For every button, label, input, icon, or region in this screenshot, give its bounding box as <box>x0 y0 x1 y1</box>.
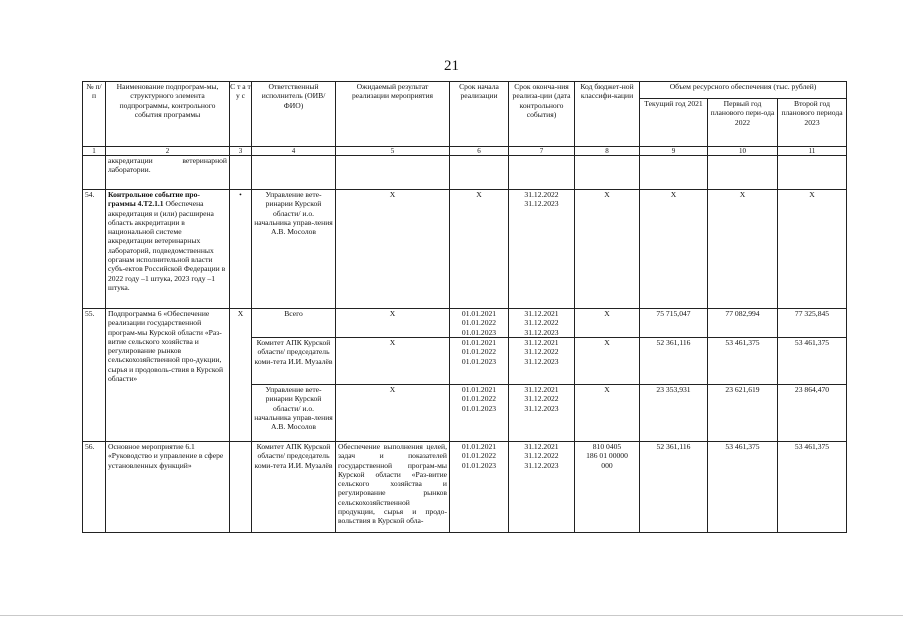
row-responsible: Комитет АПК Курской области/ председатель коми-тета И.И. Музалёв <box>252 338 336 385</box>
start-date: 01.01.2021 <box>461 442 497 451</box>
start-date: 01.01.2021 <box>461 338 497 347</box>
header-year-2022: Первый год планового пери-ода 2022 <box>708 99 778 147</box>
start-date: 01.01.2023 <box>461 356 497 366</box>
end-date: 31.12.2021 <box>524 309 559 318</box>
row-2021: 23 353,931 <box>640 385 708 442</box>
row-budget: Х <box>575 309 640 338</box>
row-start: Х <box>450 190 509 309</box>
end-date: 31.12.2021 <box>524 385 559 394</box>
col-number: 9 <box>640 147 708 156</box>
start-date: 01.01.2021 <box>461 309 497 318</box>
header-end: Срок оконча-ния реализа-ции (дата контрольного события) <box>509 82 575 147</box>
row-result: Х <box>336 385 450 442</box>
program-table <box>82 81 847 533</box>
end-date: 31.12.2023 <box>524 199 559 209</box>
header-responsible: Ответственный исполнитель (ОИВ/ФИО) <box>252 82 336 147</box>
row-end <box>509 442 575 533</box>
row-2022: 53 461,375 <box>708 338 778 385</box>
end-date: 31.12.2022 <box>524 394 559 404</box>
col-number: 6 <box>450 147 509 156</box>
start-date: 01.01.2023 <box>461 327 497 337</box>
table-row-54 <box>83 190 847 309</box>
end-date: 31.12.2022 <box>524 190 559 199</box>
row-start <box>450 442 509 533</box>
row-status: • <box>230 190 252 309</box>
row-2022: 53 461,375 <box>708 442 778 533</box>
row-responsible: Комитет АПК Курской области/ председатель коми-тета И.И. Музалёв <box>252 442 336 533</box>
end-date: 31.12.2022 <box>524 347 559 357</box>
table-row-continuation <box>83 156 847 190</box>
row-budget <box>575 442 640 533</box>
header-year-2021: Текущий год 2021 <box>640 99 708 147</box>
row-result: Х <box>336 309 450 338</box>
header-result: Ожидаемый результат реализации мероприятия <box>336 82 450 147</box>
end-date: 31.12.2023 <box>524 327 559 337</box>
row-start <box>450 385 509 442</box>
end-date: 31.12.2022 <box>524 318 559 328</box>
row-end <box>509 338 575 385</box>
row-result: Х <box>336 190 450 309</box>
column-number-row <box>83 147 847 156</box>
header-status: С т а т у с <box>230 82 252 147</box>
row-number: 56. <box>83 442 106 533</box>
row-budget: Х <box>575 190 640 309</box>
row-result: Х <box>336 338 450 385</box>
header-budget: Код бюджет-ной классифи-кации <box>575 82 640 147</box>
start-date: 01.01.2023 <box>461 403 497 413</box>
row-2021: 75 715,047 <box>640 309 708 338</box>
row-result: Обеспечение выполнения целей, задач и показателей государственной програм-мы Курской области «Раз-витие сельского хозяйства и регулирование рынков сельскохозяйственной продукции, сырья и продо-вольствия в Курской обла- <box>336 442 450 533</box>
row-name <box>106 190 230 309</box>
start-date: 01.01.2021 <box>461 385 497 394</box>
budget-code: 000 <box>601 460 613 470</box>
row-2022: 77 082,994 <box>708 309 778 338</box>
header-volume: Объем ресурсного обеспечения (тыс. рублей) <box>640 82 847 99</box>
budget-code: 810 0405 <box>592 442 622 451</box>
row-2022: Х <box>708 190 778 309</box>
end-date: 31.12.2023 <box>524 460 559 470</box>
page-number: 21 <box>444 58 459 74</box>
header-num: № п/п <box>83 82 106 147</box>
end-date: 31.12.2021 <box>524 338 559 347</box>
row-name: Основное мероприятие 6.1 «Руководство и управление в сфере установленных функций» <box>106 442 230 533</box>
col-number: 8 <box>575 147 640 156</box>
table-row-55 <box>83 309 847 338</box>
row-end <box>509 190 575 309</box>
row-responsible: Управление вете-ринарии Курской области/ и.о. начальника управ-ления А.В. Мосолов <box>252 385 336 442</box>
row-2023: 23 864,470 <box>778 385 847 442</box>
row-status <box>230 442 252 533</box>
end-date: 31.12.2021 <box>524 442 559 451</box>
row-status: Х <box>230 309 252 442</box>
table-row-56 <box>83 442 847 533</box>
col-number: 2 <box>106 147 230 156</box>
header-name: Наименование подпрограм-мы, структурного элемента подпрограммы, контрольного события программы <box>106 82 230 147</box>
start-date: 01.01.2022 <box>461 347 497 357</box>
row-number: 54. <box>83 190 106 309</box>
col-number: 11 <box>778 147 847 156</box>
row-2021: 52 361,116 <box>640 338 708 385</box>
budget-code: 186 01 00000 <box>586 451 628 461</box>
row-number: 55. <box>83 309 106 442</box>
row-2022: 23 621,619 <box>708 385 778 442</box>
row-2021: 52 361,116 <box>640 442 708 533</box>
row-end <box>509 309 575 338</box>
scan-edge-line <box>0 615 903 616</box>
start-date: 01.01.2023 <box>461 460 497 470</box>
end-date: 31.12.2022 <box>524 451 559 461</box>
row-start <box>450 338 509 385</box>
row-responsible: Управление вете-ринарии Курской области/ и.о. начальника управ-ления А.В. Мосолов <box>252 190 336 309</box>
event-title: Контрольное событие про-граммы 4.Т2.1.1 <box>108 190 200 209</box>
col-number: 1 <box>83 147 106 156</box>
row-name: Подпрограмма 6 «Обеспечение реализации государственной програм-мы Курской области «Раз-витие сельского хозяйства и регулирование рынков сельскохозяйственной про-дукции, сырья и продоволь-ствия в Курской области» <box>106 309 230 442</box>
col-number: 3 <box>230 147 252 156</box>
header-row <box>83 82 847 99</box>
event-description: Обеспечена аккредитация и (или) расширена область аккредитации в национальной системе аккредитации ветеринарных лабораторий, подведомственных органам исполнительной власти субъ-ектов Российской Федерации в 2022 году –1 штука, 2023 году –1 штука. <box>108 199 226 292</box>
col-number: 4 <box>252 147 336 156</box>
row-end <box>509 385 575 442</box>
col-number: 7 <box>509 147 575 156</box>
header-start: Срок начала реализации <box>450 82 509 147</box>
row-2023: 77 325,845 <box>778 309 847 338</box>
end-date: 31.12.2023 <box>524 356 559 366</box>
row-responsible: Всего <box>252 309 336 338</box>
start-date: 01.01.2022 <box>461 451 497 461</box>
row-budget: Х <box>575 338 640 385</box>
row-2023: Х <box>778 190 847 309</box>
continuation-name: аккредитации ветеринарной лаборатории. <box>106 156 230 190</box>
row-2023: 53 461,375 <box>778 442 847 533</box>
col-number: 10 <box>708 147 778 156</box>
row-2023: 53 461,375 <box>778 338 847 385</box>
end-date: 31.12.2023 <box>524 403 559 413</box>
header-year-2023: Второй год планового периода 2023 <box>778 99 847 147</box>
row-2021: Х <box>640 190 708 309</box>
start-date: 01.01.2022 <box>461 318 497 328</box>
start-date: 01.01.2022 <box>461 394 497 404</box>
col-number: 5 <box>336 147 450 156</box>
row-start <box>450 309 509 338</box>
row-budget: Х <box>575 385 640 442</box>
